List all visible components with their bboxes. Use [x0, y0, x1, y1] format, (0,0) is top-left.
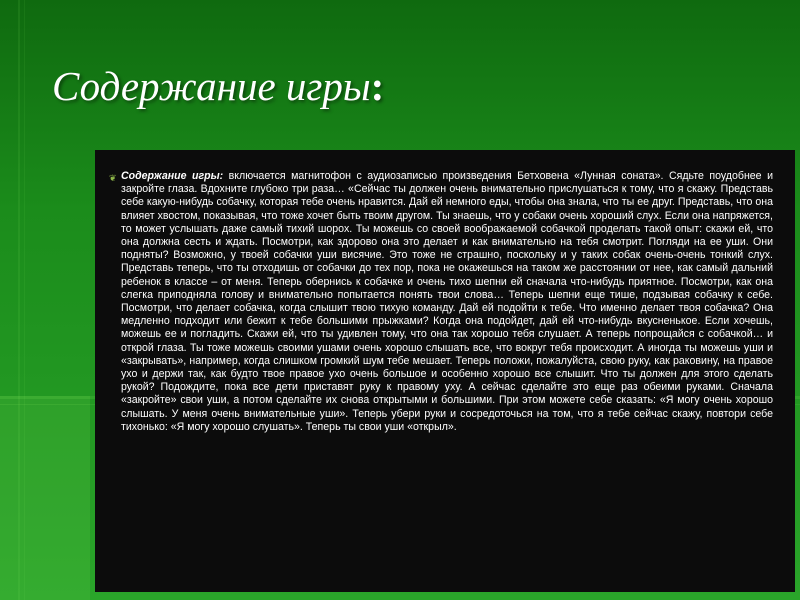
slide-title: [52, 62, 384, 110]
background-stripe: [18, 0, 20, 600]
slide-title-colon: :: [370, 63, 385, 109]
paragraph-body: включается магнитофон с аудиозаписью произведения Бетховена «Лунная соната». Сядьте поудобнее и закройте глаза. Вдохните глубоко три раза… «Сейчас ты должен очень внимательно прислушаться к тому, что я скажу. Представь себе какую-нибудь собачку, которая тебе очень нравится. Дай ей немного еды, чтобы она знала, что ты ее друг. Представь, что она влияет хвостом, показывая, что тоже хочет быть твоим другом. Ты знаешь, что у собаки очень хороший слух. Если она напряжется, то может услышать даже самый тихий шорох. Ты можешь со своей воображаемой собачкой проделать такой опыт: скажи ей, что она должна сесть и ждать. Посмотри, как здорово она это делает и как внимательно на тебя смотрит. Погляди на ее уши. Они подняты? Возможно, у твоей собачки уши висячие. Это тоже не страшно, поскольку и у таких собак очень-очень тонкий слух. Представь теперь, что ты отходишь от собачки до тех пор, пока не окажешься на таком же расстоянии от нее, как самый дальний ребенок в классе – от меня. Теперь обернись к собачке и очень тихо шепни ей сначала что-нибудь приятное. Посмотри, как она слегка приподняла голову и внимательно попытается понять твои слова… Теперь шепни еще тише, подзывая собачку к себе. Посмотри, что делает собачка, когда слышит твою тихую команду. Дай ей подойти к тебе. Что именно делает твоя собачка? Она медленно подходит или бежит к тебе большими прыжками? Когда она подойдет, дай ей что-нибудь вкусненькое. Если хочешь, можешь ее и погладить. Скажи ей, что ты удивлен тому, что она так хорошо тебя слушает. А теперь попрощайся с собачкой… и открой глаза. Ты тоже можешь своими ушами очень хорошо слышать все, что вокруг тебя происходит. А иногда ты можешь уши и «закрывать», например, когда слишком громкий шум тебе мешает. Теперь положи, пожалуйста, свою руку, как раковину, на правое ухо и держи так, как будто твое правое ухо очень большое и особенно хорошо все слышит. Что ты должен для этого сделать рукой? Подождите, пока все дети приставят руку к правому уху. А сейчас сделайте это еще раз обеими руками. Сначала «закройте» свои уши, а потом сделайте их снова открытыми и большими. При этом можете себе сказать: «Я могу очень хорошо слышать. У меня очень внимательные уши». Теперь убери руки и сосредоточься на том, что я тебе сейчас скажу, повтори себе тихонько: «Я могу хорошо слушать». Теперь ты свои уши «открыл».: [121, 170, 773, 433]
bullet-item: [109, 170, 773, 434]
background-stripe: [24, 0, 25, 600]
paragraph-lead: Содержание игры:: [121, 170, 224, 182]
background-decoration: [0, 396, 90, 600]
ornament-bullet-icon: ❦: [109, 173, 117, 183]
content-box: [95, 150, 795, 592]
slide-title-text: Содержание игры: [52, 63, 371, 109]
body-paragraph: [121, 170, 773, 434]
